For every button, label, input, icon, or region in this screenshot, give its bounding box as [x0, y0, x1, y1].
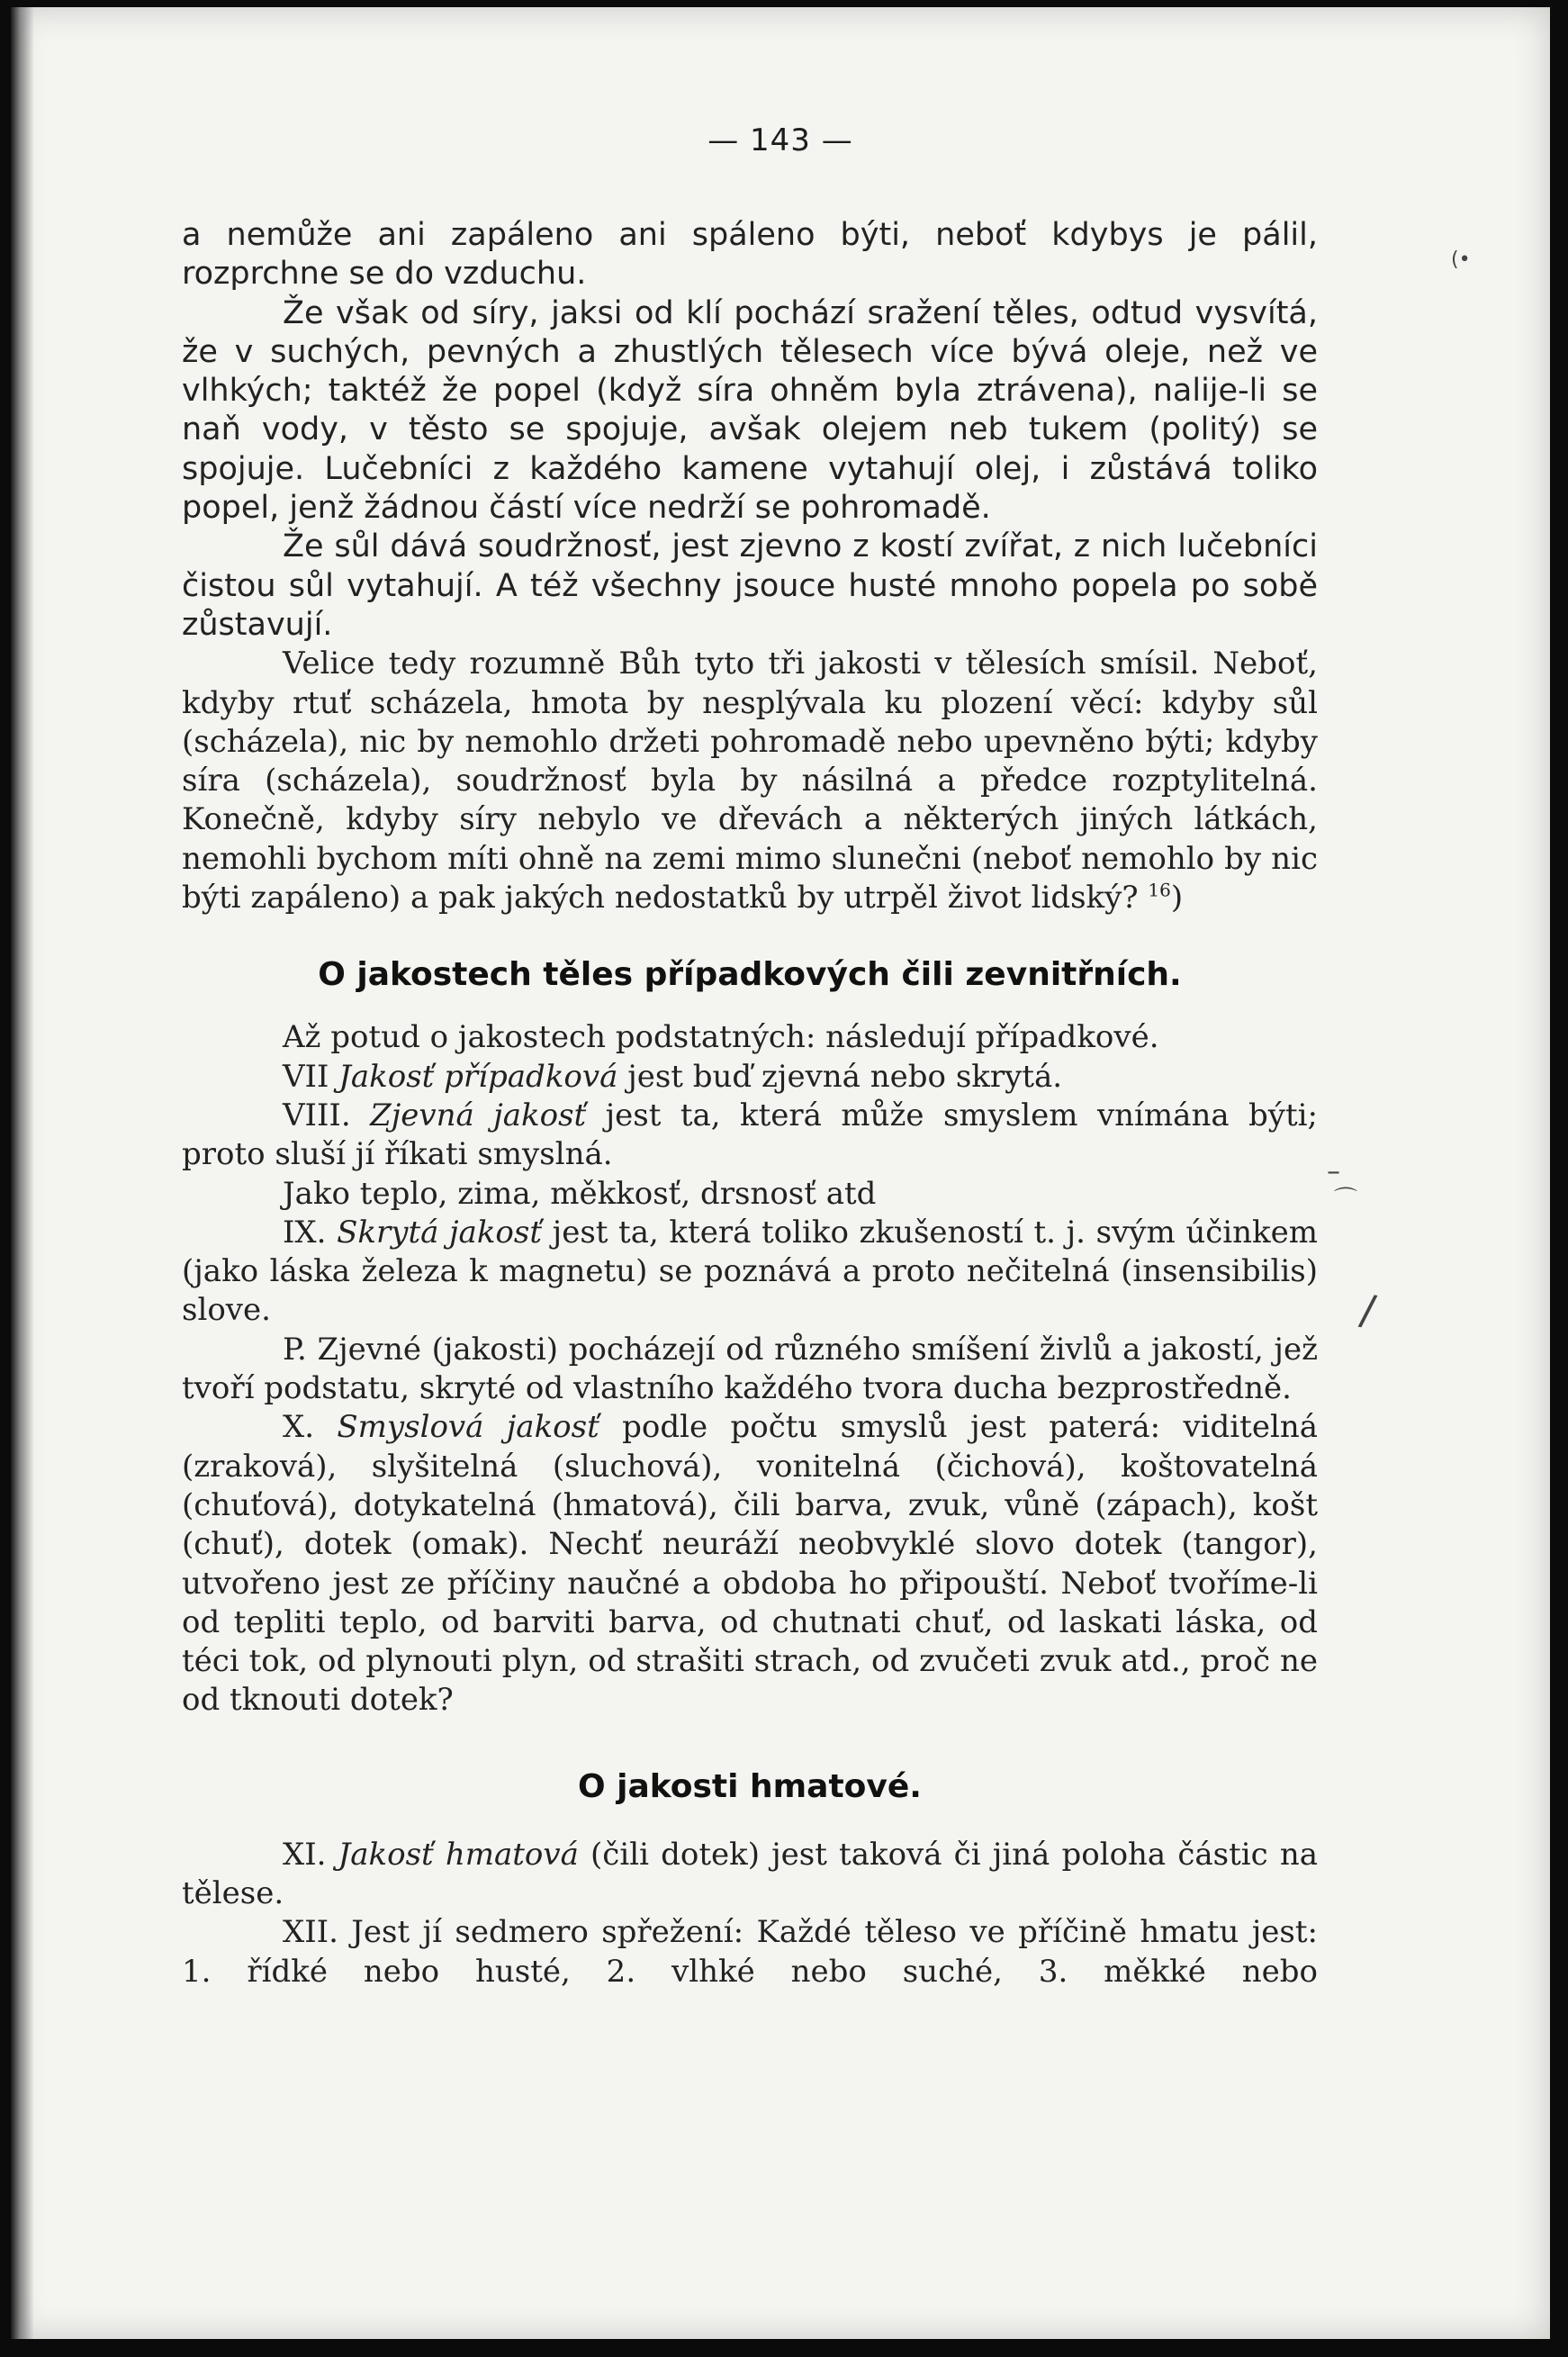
definition-number: VII	[283, 1058, 329, 1095]
definition-text: jest buď zjevná nebo skrytá.	[627, 1058, 1063, 1095]
section-heading: O jakosti hmatové.	[578, 1767, 922, 1805]
definition-term: Jakosť hmatová	[338, 1836, 579, 1873]
definition-number: XI.	[283, 1836, 327, 1873]
definition-text: jest ta, která může smyslem vnímána býti; proto sluší jí říkati smyslná.	[182, 1097, 1319, 1173]
definition-term: Smyslová jakosť	[337, 1409, 599, 1446]
paragraph: Až potud o jakostech podstatných: následují případkové.	[283, 1019, 1159, 1056]
paragraph: Jako teplo, zima, měkkosť, drsnosť atd	[283, 1175, 877, 1212]
definition-term: Zjevná jakosť	[370, 1097, 587, 1133]
section-heading: O jakostech těles případkových čili zevnitřních.	[318, 956, 1182, 994]
paragraph: P. Zjevné (jakosti) pocházejí od různého smíšení živlů a jakostí, jež tvoří podstatu, skryté od vlastního každého tvora ducha bezprostředně.	[182, 1331, 1318, 1407]
page-number: — 143 —	[707, 122, 853, 158]
definition-text: podle počtu smyslů jest paterá: viditelná (zraková), slyšitelná (sluchová), vonitelná (čichová), koštovatelná (chuťová), dotykatelná (hmatová), čili barva, zvuk, vůně (zápach), košt (chuť), dotek (omak). Nechť neuráží neobvyklé slovo dotek (tangor), utvořeno jest ze příčiny naučné a obdoba ho připouští. Neboť tvoříme-li od tepliti teplo, od barviti barva, od chutnati chuť, od laskati láska, od téci tok, od plynouti plyn, od strašiti strach, od zvučeti zvuk atd., proč ne od tknouti dotek?	[182, 1409, 1319, 1719]
paragraph: a nemůže ani zapáleno ani spáleno býti, neboť kdybys je pálil, rozprchne se do vzduchu.	[182, 217, 1318, 293]
paragraph: Velice tedy rozumně Bůh tyto tři jakosti v tělesích smísil. Neboť, kdyby rtuť scházela, hmota by nesplývala ku plození věcí: kdyby sůl (scházela), nic by nemohlo držeti pohromadě nebo upevněno býti; kdyby síra (scházela), soudržnosť byla by násilná a předce rozptylitelná. Konečně, kdyby síry nebylo ve dřevách a některých jiných látkách, nemohli bychom míti ohně na zemi mimo slunečni (neboť nemohlo by nic býti zapáleno) a pak jakých nedostatků by utrpěl život lidský? $^{16}$)	[182, 646, 1318, 917]
book-page	[11, 7, 1550, 2339]
margin-mark: /	[1356, 1285, 1380, 1335]
definition-number: IX.	[283, 1214, 327, 1251]
definition	[182, 1408, 1318, 1720]
paragraph-text: Velice tedy rozumně Bůh tyto tři jakosti v tělesích smísil. Neboť, kdyby rtuť scházela, hmota by nesplývala ku plození věcí: kdyby sůl (scházela), nic by nemohlo držeti pohromadě nebo upevněno býti; kdyby síra (scházela), soudržnosť byla by násilná a předce rozptylitelná. Konečně, kdyby síry nebylo ve dřevách a některých jiných látkách, nemohli bychom míti ohně na zemi mimo slunečni (neboť nemohlo by nic býti zapáleno) a pak jakých nedostatků by utrpěl život lidský?	[182, 646, 1318, 917]
definition-number: X.	[283, 1409, 315, 1446]
paragraph: XII. Jest jí sedmero spřežení: Každé těleso ve příčině hmatu jest: 1. řídké nebo husté, 2. vlhké nebo suché, 3. měkké nebo	[182, 1914, 1318, 1990]
footnote-marker: 16	[1148, 879, 1171, 901]
definition	[182, 1058, 1318, 1097]
definition	[182, 1836, 1318, 1914]
definition	[182, 1214, 1318, 1331]
margin-mark: ⌒	[1334, 1187, 1358, 1214]
margin-mark: (•	[1451, 248, 1471, 271]
margin-mark: –	[1327, 1156, 1340, 1188]
paragraph: Že však od síry, jaksi od klí pochází sražení těles, odtud vysvítá, že v suchých, pevných a zhustlých tělesech více bývá oleje, než ve vlhkých; taktéž že popel (když síra ohněm byla ztrávena), nalije-li se naň vody, v těsto se spojuje, avšak olejem neb tukem (politý) se spojuje. Lučebníci z každého kamene vytahují olej, i zůstává toliko popel, jenž žádnou částí více nedrží se pohromadě.	[182, 294, 1318, 527]
definition-term: Skrytá jakosť	[337, 1214, 543, 1251]
page-edge-shadow	[11, 7, 34, 2339]
paragraph: Že sůl dává soudržnosť, jest zjevno z kostí zvířat, z nich lučebníci čistou sůl vytahují. A též všechny jsouce husté mnoho popela po sobě zůstavují.	[182, 528, 1318, 643]
definition-term: Jakosť případková	[338, 1058, 618, 1095]
definition-text: jest ta, která toliko zkušeností t. j. svým účinkem (jako láska železa k magnetu) se poznává a proto nečitelná (insensibilis) slove.	[182, 1214, 1319, 1329]
definition-text: (čili dotek) jest taková či jiná poloha částic na tělese.	[182, 1836, 1318, 1911]
text-column	[182, 216, 1318, 1991]
definition-number: VIII.	[283, 1097, 351, 1133]
definition	[182, 1097, 1318, 1175]
